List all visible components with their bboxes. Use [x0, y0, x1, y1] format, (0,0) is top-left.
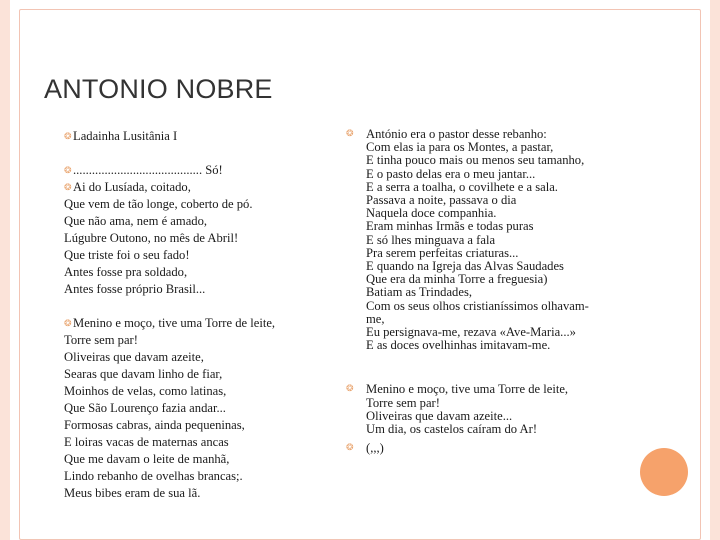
verse-line: Antes fosse pra soldado, [64, 265, 188, 279]
verse-line: Que era da minha Torre a freguesia) [366, 272, 548, 287]
right-stanza-menino [346, 383, 621, 436]
verse-line: Oliveiras que davam azeite, [64, 350, 204, 364]
verse-line: António era o pastor desse rebanho: [366, 127, 547, 141]
verse-line: me, [366, 311, 385, 326]
right-accent-band [710, 0, 720, 540]
poem-heading-text: Ladainha Lusitânia I [73, 129, 178, 143]
verse-line: Batiam as Trindades, [366, 285, 472, 300]
verse-line: Pra serem perfeitas criaturas... [366, 245, 519, 260]
right-stanza-pastor [346, 128, 621, 352]
verse-line: Que triste foi o seu fado! [64, 248, 190, 262]
bullet-icon: ❂ [346, 442, 354, 453]
verse-line: E loiras vacas de maternas ancas [64, 435, 229, 449]
verse-line: Que me davam o leite de manhã, [64, 452, 230, 466]
stanza-first-line-text: Ai do Lusíada, coitado, [73, 180, 191, 194]
stanza-lusiada [64, 179, 334, 298]
verse-line: Torre sem par! [64, 333, 138, 347]
verse-line: E a serra a toalha, o covilhete e a sala. [366, 179, 558, 194]
right-stanza-ellipsis [346, 442, 621, 455]
stanza-first-line [64, 179, 334, 196]
decorative-circle [640, 448, 688, 496]
stanza-torre [64, 315, 334, 502]
verse-line: Antes fosse próprio Brasil... [64, 282, 206, 296]
left-accent-band [0, 0, 10, 540]
ellipsis-line [64, 162, 334, 179]
verse-line: E tinha pouco mais ou menos seu tamanho, [366, 153, 585, 168]
verse-line: (,,,) [366, 441, 384, 456]
verse-line: Lindo rebanho de ovelhas brancas;. [64, 469, 243, 483]
verse-line: Que não ama, nem é amado, [64, 214, 208, 228]
verse-line: Eu persignava-me, rezava «Ave-Maria...» [366, 325, 576, 340]
verse-line: Searas que davam linho de fiar, [64, 367, 223, 381]
bullet-icon: ❂ [64, 318, 72, 328]
verse-line: Lúgubre Outono, no mês de Abril! [64, 231, 239, 245]
verse-line: E o pasto delas era o meu jantar... [366, 166, 536, 181]
verse-line: Formosas cabras, ainda pequeninas, [64, 418, 245, 432]
verse-line: Naquela doce companhia. [366, 206, 497, 221]
verse-line: Oliveiras que davam azeite... [366, 408, 513, 423]
verse-line: Que São Lourenço fazia andar... [64, 401, 226, 415]
verse-line: Um dia, os castelos caíram do Ar! [366, 422, 538, 437]
verse-line: E quando na Igreja das Alvas Saudades [366, 259, 564, 274]
verse-line: Passava a noite, passava o dia [366, 193, 517, 208]
verse-line: Eram minhas Irmãs e todas puras [366, 219, 534, 234]
bullet-icon: ❂ [346, 128, 354, 138]
poem-heading [64, 128, 334, 145]
ellipsis-line-text: ......................................... Só! [73, 163, 223, 177]
stanza-first-line-text: Menino e moço, tive uma Torre de leite, [73, 316, 276, 330]
left-text-column [64, 128, 334, 502]
verse-line: Meus bibes eram de sua lã. [64, 486, 201, 500]
verse-line: Que vem de tão longe, coberto de pó. [64, 197, 253, 211]
stanza-first-line [64, 315, 334, 332]
verse-line: E só lhes minguava a fala [366, 232, 496, 247]
verse-line: E as doces ovelhinhas imitavam-me. [366, 338, 551, 353]
bullet-icon: ❂ [64, 165, 72, 175]
bullet-icon: ❂ [346, 383, 354, 394]
slide-title: ANTONIO NOBRE [44, 74, 273, 104]
verse-line: Moinhos de velas, como latinas, [64, 384, 227, 398]
verse-line: Torre sem par! [366, 395, 440, 410]
verse-line: Menino e moço, tive uma Torre de leite, [366, 382, 569, 397]
bullet-icon: ❂ [64, 131, 72, 141]
bullet-icon: ❂ [64, 182, 72, 192]
verse-line: Com elas ia para os Montes, a pastar, [366, 140, 554, 155]
verse-line: Com os seus olhos cristianíssimos olhavam- [366, 298, 589, 313]
right-text-column [346, 128, 621, 455]
